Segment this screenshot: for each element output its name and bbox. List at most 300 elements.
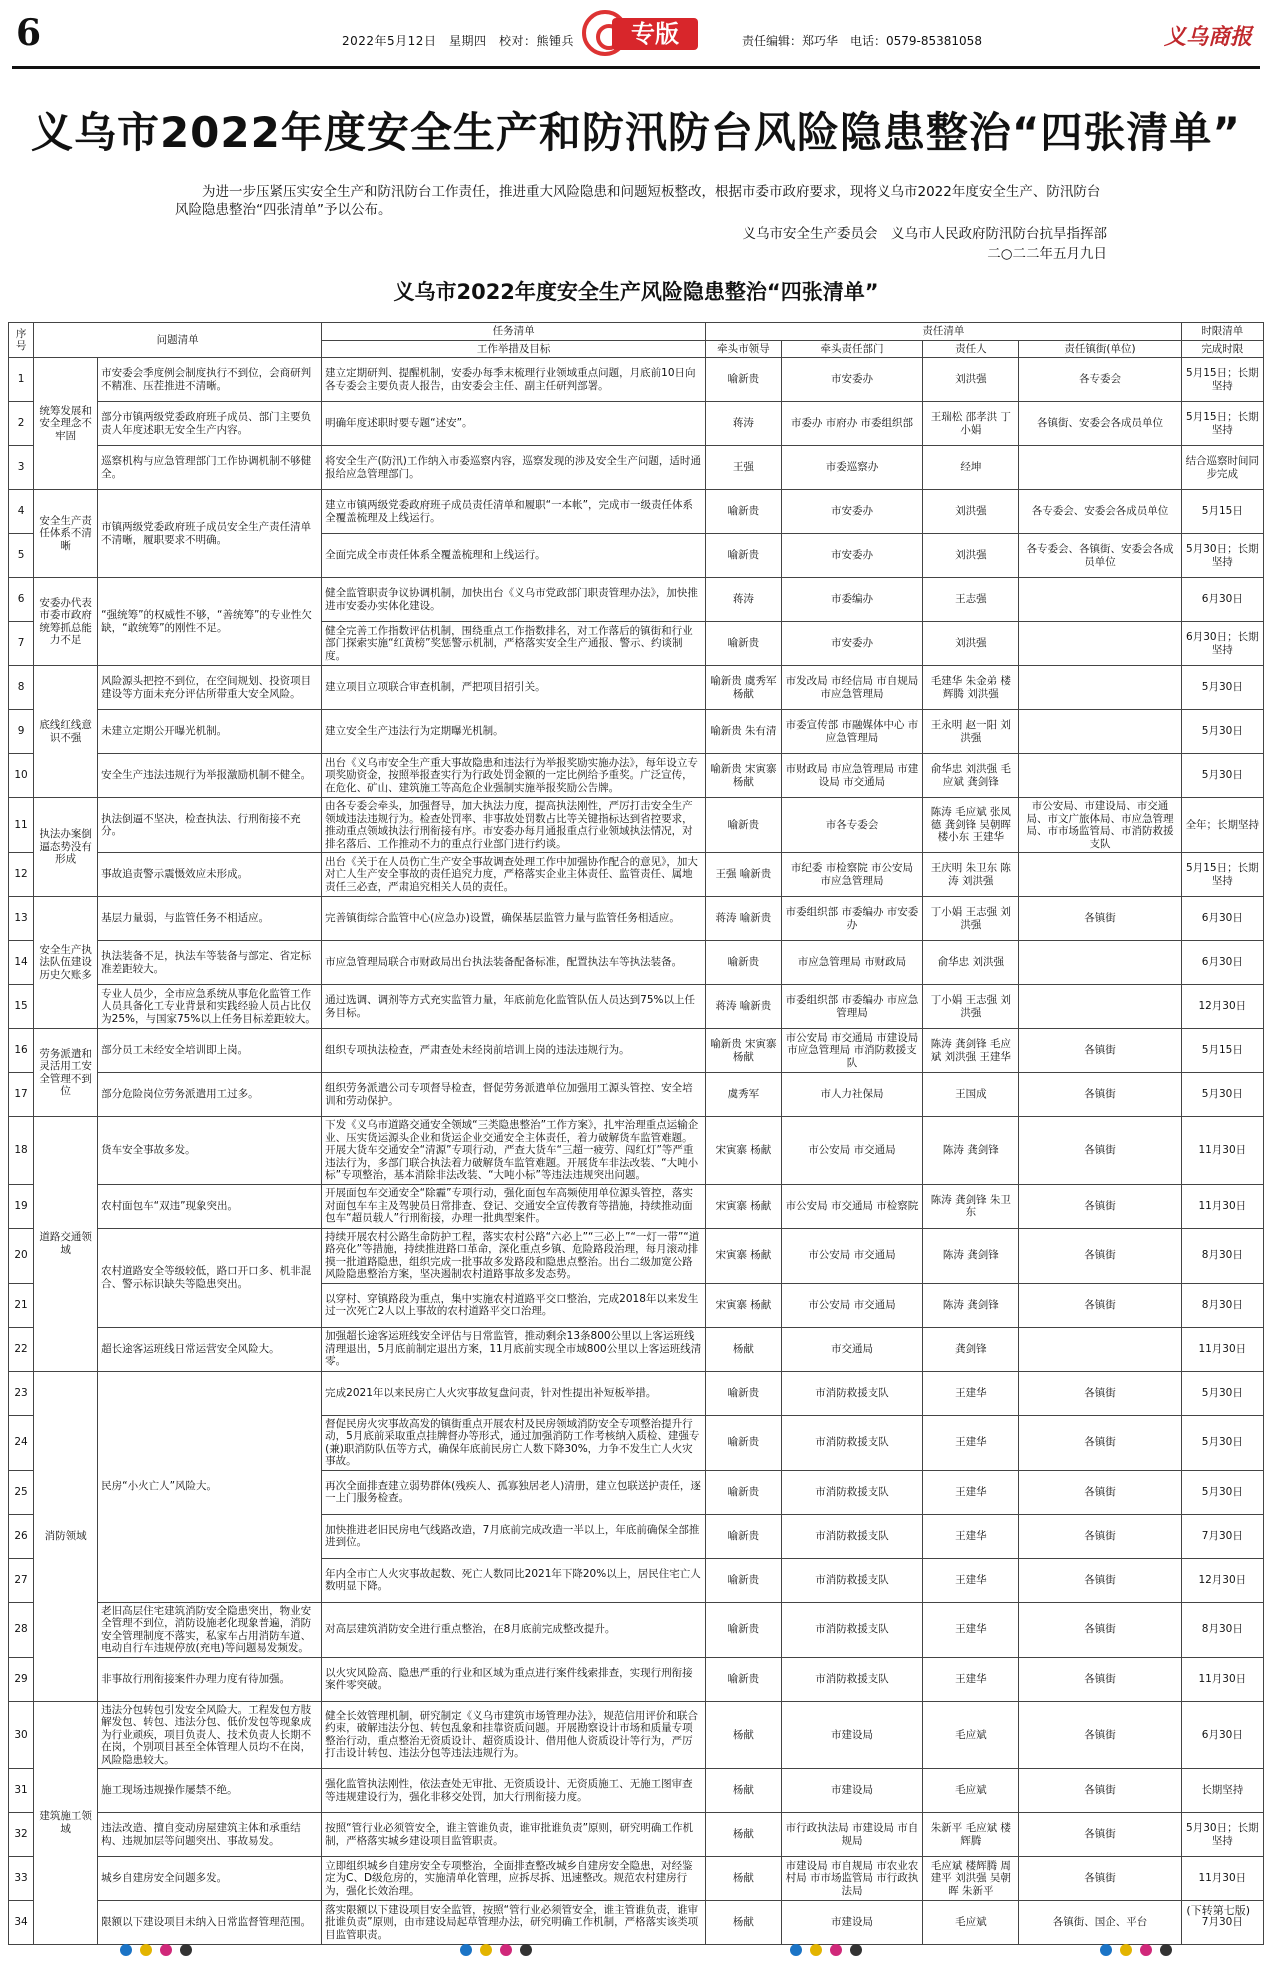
row-number: 29 [9, 1657, 34, 1701]
row-lead-dept: 市公安局 市交通局 市建设局 市应急管理局 市消防救援支队 [781, 1029, 923, 1073]
row-person: 龚剑锋 [923, 1327, 1019, 1371]
registration-dot [830, 1944, 842, 1956]
row-person: 陈涛 龚剑锋 [923, 1228, 1019, 1283]
row-deadline: 5月30日；长期坚持 [1181, 1813, 1263, 1857]
registration-dot [460, 1944, 472, 1956]
row-deadline: 6月30日 [1181, 897, 1263, 941]
row-problem: 安全生产违法违规行为举报激励机制不健全。 [98, 754, 322, 798]
row-deadline: 5月15日 [1181, 490, 1263, 534]
row-measure: 建立定期研判、提醒机制，安委办每季末梳理行业领域重点问题，月底前10日向各专委会主要负责人报告，由安委会主任、副主任研判部署。 [322, 358, 706, 402]
row-number: 32 [9, 1813, 34, 1857]
row-lead-leader: 杨献 [706, 1813, 781, 1857]
row-deadline: 7月30日 [1181, 1514, 1263, 1558]
row-number: 15 [9, 985, 34, 1029]
row-number: 19 [9, 1184, 34, 1228]
table-row [9, 490, 1264, 534]
row-lead-dept: 市安委办 [781, 622, 923, 666]
row-deadline: 12月30日 [1181, 985, 1263, 1029]
row-town: 各专委会、各镇街、安委会各成员单位 [1019, 534, 1181, 578]
row-lead-dept: 市公安局 市交通局 市检察院 [781, 1184, 923, 1228]
registration-dot [1120, 1944, 1132, 1956]
row-measure: 组织劳务派遣公司专项督导检查，督促劳务派遣单位加强用工源头管控、安全培训和劳动保护。 [322, 1073, 706, 1117]
row-problem: 农村面包车“双违”现象突出。 [98, 1184, 322, 1228]
row-deadline: 5月30日 [1181, 1415, 1263, 1470]
registration-dot [850, 1944, 862, 1956]
row-town [1019, 985, 1181, 1029]
row-lead-dept: 市交通局 [781, 1327, 923, 1371]
row-category: 安全生产责任体系不清晰 [34, 490, 98, 578]
row-town: 各镇街 [1019, 1184, 1181, 1228]
table-row [9, 1117, 1264, 1185]
row-lead-dept: 市建设局 [781, 1701, 923, 1769]
row-deadline: 6月30日；长期坚持 [1181, 622, 1263, 666]
row-number: 31 [9, 1769, 34, 1813]
row-town [1019, 622, 1181, 666]
row-number: 26 [9, 1514, 34, 1558]
row-town: 各镇街 [1019, 1701, 1181, 1769]
row-lead-dept: 市安委办 [781, 490, 923, 534]
row-problem: 违法改造、擅自变动房屋建筑主体和承重结构、违规加层等问题突出、事故易发。 [98, 1813, 322, 1857]
row-person: 王志强 [923, 578, 1019, 622]
table-row [9, 798, 1264, 853]
row-number: 27 [9, 1558, 34, 1602]
row-measure: 建立安全生产违法行为定期曝光机制。 [322, 710, 706, 754]
header-deadline-group: 时限清单 [1181, 323, 1263, 341]
row-deadline: 长期坚持 [1181, 1769, 1263, 1813]
row-deadline: 11月30日 [1181, 1184, 1263, 1228]
paper-name: 义乌商报 [1163, 24, 1252, 50]
row-lead-leader: 喻新贵 [706, 941, 781, 985]
row-lead-dept: 市发改局 市经信局 市自规局 市应急管理局 [781, 666, 923, 710]
row-person: 陈涛 龚剑锋 [923, 1283, 1019, 1327]
row-lead-leader: 宋寅寨 杨献 [706, 1117, 781, 1185]
row-measure: 对高层建筑消防安全进行重点整治，在8月底前完成整改提升。 [322, 1602, 706, 1657]
row-lead-leader: 喻新贵 朱有清 [706, 710, 781, 754]
row-lead-dept: 市建设局 市自规局 市农业农村局 市市场监管局 市行政执法局 [781, 1857, 923, 1901]
row-lead-leader: 宋寅寨 杨献 [706, 1283, 781, 1327]
row-lead-leader: 宋寅寨 杨献 [706, 1184, 781, 1228]
row-deadline: 5月30日 [1181, 1371, 1263, 1415]
registration-dot [1140, 1944, 1152, 1956]
page-number: 6 [16, 12, 42, 54]
row-lead-dept: 市委巡察办 [781, 446, 923, 490]
row-number: 34 [9, 1901, 34, 1945]
table-row [9, 1029, 1264, 1073]
table-title: 义乌市2022年度安全生产风险隐患整治“四张清单” [393, 280, 879, 304]
table-row [9, 941, 1264, 985]
row-town: 各专委会、安委会各成员单位 [1019, 490, 1181, 534]
registration-dot [160, 1944, 172, 1956]
row-lead-dept: 市委组织部 市委编办 市安委办 [781, 897, 923, 941]
color-registration-marks [0, 1944, 1272, 1964]
row-town [1019, 754, 1181, 798]
row-lead-leader: 杨献 [706, 1701, 781, 1769]
table-row [9, 1657, 1264, 1701]
row-lead-leader: 杨献 [706, 1327, 781, 1371]
row-town: 各镇街、国企、平台 [1019, 1901, 1181, 1945]
row-number: 23 [9, 1371, 34, 1415]
row-lead-dept: 市建设局 [781, 1769, 923, 1813]
table-row [9, 1813, 1264, 1857]
row-number: 1 [9, 358, 34, 402]
row-deadline: 8月30日 [1181, 1602, 1263, 1657]
row-deadline: 5月30日 [1181, 1470, 1263, 1514]
row-problem: 限额以下建设项目未纳入日常监督管理范围。 [98, 1901, 322, 1945]
row-problem: 风险源头把控不到位，在空间规划、投资项目建设等方面未充分评估所带重大安全风险。 [98, 666, 322, 710]
row-lead-dept: 市行政执法局 市建设局 市自规局 [781, 1813, 923, 1857]
registration-dot [1160, 1944, 1172, 1956]
row-town: 各镇街 [1019, 1470, 1181, 1514]
row-town: 各镇街 [1019, 1371, 1181, 1415]
header-responsibility: 责任清单 [706, 323, 1181, 341]
row-category: 底线红线意识不强 [34, 666, 98, 798]
row-town: 各镇街 [1019, 1857, 1181, 1901]
row-lead-dept: 市消防救援支队 [781, 1657, 923, 1701]
row-town: 各镇街 [1019, 897, 1181, 941]
row-town: 各镇街 [1019, 1769, 1181, 1813]
row-lead-leader: 杨献 [706, 1857, 781, 1901]
row-lead-dept: 市委办 市府办 市委组织部 [781, 402, 923, 446]
row-lead-dept: 市消防救援支队 [781, 1415, 923, 1470]
row-measure: 开展面包车交通安全“除霾”专项行动，强化面包车高频使用单位源头管控，落实对面包车车主及驾驶员日常排查、登记、交通安全宣传教育等措施，持续推动面包车“超员载人”行刑衔接，办理一批典型案件。 [322, 1184, 706, 1228]
row-town: 各专委会 [1019, 358, 1181, 402]
intro-paragraph: 为进一步压紧压实安全生产和防汛防台工作责任，推进重大风险隐患和问题短板整改，根据市委市政府要求，现将义乌市2022年度安全生产、防汛防台风险隐患整治“四张清单”予以公布。 [175, 184, 1101, 218]
row-problem: 执法倒逼不坚决，检查执法、行刑衔接不充分。 [98, 798, 322, 853]
row-lead-dept: 市公安局 市交通局 [781, 1228, 923, 1283]
row-problem: 基层力量弱，与监管任务不相适应。 [98, 897, 322, 941]
row-deadline: 11月30日 [1181, 1857, 1263, 1901]
row-measure: 出台《关于在人员伤亡生产安全事故调查处理工作中加强协作配合的意见》，加大对亡人生产安全事故的责任追究力度，严格落实企业主体责任、监管责任、属地责任三必查，严肃追究相关人员的责任。 [322, 853, 706, 897]
row-problem: 农村道路安全等级较低，路口开口多、机非混合、警示标识缺失等隐患突出。 [98, 1228, 322, 1327]
row-problem: 老旧高层住宅建筑消防安全隐患突出，物业安全管理不到位，消防设施老化现象普遍，消防安全管理制度不落实，私家车占用消防车道、电动自行车违规停放(充电)等问题易发频发。 [98, 1602, 322, 1657]
registration-dot [500, 1944, 512, 1956]
section-logo [582, 10, 702, 56]
table-row [9, 1857, 1264, 1901]
row-lead-leader: 喻新贵 宋寅寨 杨献 [706, 754, 781, 798]
row-lead-leader: 蒋涛 [706, 578, 781, 622]
row-deadline: 5月15日；长期坚持 [1181, 402, 1263, 446]
masthead [12, 8, 1260, 68]
row-problem: 货车安全事故多发。 [98, 1117, 322, 1185]
row-lead-dept: 市消防救援支队 [781, 1602, 923, 1657]
row-lead-leader: 喻新贵 [706, 1558, 781, 1602]
row-lead-leader: 喻新贵 虞秀军 杨献 [706, 666, 781, 710]
row-number: 17 [9, 1073, 34, 1117]
registration-dot [480, 1944, 492, 1956]
row-lead-dept: 市应急管理局 市财政局 [781, 941, 923, 985]
table-row [9, 1327, 1264, 1371]
row-measure: 加快推进老旧民房电气线路改造，7月底前完成改造一半以上，年底前确保全部推进到位。 [322, 1514, 706, 1558]
registration-dot [120, 1944, 132, 1956]
row-problem: 执法装备不足，执法车等装备与部定、省定标准差距较大。 [98, 941, 322, 985]
row-town: 各镇街 [1019, 1514, 1181, 1558]
row-deadline: 12月30日 [1181, 1558, 1263, 1602]
row-category: 安全生产执法队伍建设历史欠账多 [34, 897, 98, 1029]
row-measure: 建立项目立项联合审查机制，严把项目招引关。 [322, 666, 706, 710]
row-measure: 督促民房火灾事故高发的镇街重点开展农村及民房领域消防安全专项整治提升行动，5月底前采取重点挂牌督办等形式，通过加强消防工作考核纳入质检、建强专(兼)职消防队伍等方式，确保年底前民房亡人数下降30%，力争不发生亡人火灾事故。 [322, 1415, 706, 1470]
row-number: 3 [9, 446, 34, 490]
row-person: 王瑞松 邵孝洪 丁小娟 [923, 402, 1019, 446]
table-row [9, 1371, 1264, 1415]
row-person: 王建华 [923, 1415, 1019, 1470]
continued-note: (下转第七版) [1186, 1904, 1250, 1917]
signature-date: 二○二二年五月九日 [987, 246, 1107, 262]
row-measure: 持续开展农村公路生命防护工程，落实农村公路“六必上”“三必上”“一灯一带”“道路亮化”等措施，持续推进路口革命，深化重点乡镇、危险路段治理，每月滚动排摸一批道路隐患，组织完成一批事故多发路段和隐患点整治。出台二级加宽公路风险隐患整治方案，坚决遏制农村道路事故多发态势。 [322, 1228, 706, 1283]
row-lead-leader: 杨献 [706, 1901, 781, 1945]
risk-table [8, 322, 1264, 1945]
row-person: 刘洪强 [923, 358, 1019, 402]
row-measure: 完成2021年以来民房亡人火灾事故复盘问责，针对性提出补短板举措。 [322, 1371, 706, 1415]
row-lead-dept: 市人力社保局 [781, 1073, 923, 1117]
row-person: 朱新平 毛应斌 楼辉腾 [923, 1813, 1019, 1857]
row-town: 各镇街 [1019, 1283, 1181, 1327]
row-deadline: 8月30日 [1181, 1228, 1263, 1283]
row-lead-leader: 王强 [706, 446, 781, 490]
row-lead-dept: 市安委办 [781, 358, 923, 402]
row-measure: 健全长效管理机制，研究制定《义乌市建筑市场管理办法》，规范信用评价和联合约束，破解违法分包、转包乱象和挂靠资质问题。开展勘察设计市场和质量专项整治行动，重点整治无资质设计、超资质设计、借用他人资质设计等行为，严厉打击设计转包、违法分包等违法违规行为。 [322, 1701, 706, 1769]
section-label: 专版 [612, 18, 698, 50]
row-measure: 由各专委会牵头，加强督导，加大执法力度，提高执法刚性，严厉打击安全生产领域违法违规行为。检查处罚率、非事故处罚数占比等关键指标达到省控要求，推动重点领域执法行刑衔接有序。市安委办每月通报重点行业领域执法情况，对排名落后、工作推动不力的重点行业部门进行约谈。 [322, 798, 706, 853]
table-row [9, 1701, 1264, 1769]
row-category: 消防领域 [34, 1371, 98, 1701]
row-problem: 未建立定期公开曝光机制。 [98, 710, 322, 754]
row-category: 道路交通领域 [34, 1117, 98, 1372]
row-measure: 将安全生产(防汛)工作纳入市委巡察内容，巡察发现的涉及安全生产问题，适时通报给应急管理部门。 [322, 446, 706, 490]
header-seq: 序号 [9, 323, 34, 358]
row-lead-leader: 喻新贵 [706, 534, 781, 578]
row-number: 8 [9, 666, 34, 710]
row-measure: 立即组织城乡自建房安全专项整治，全面排查整改城乡自建房安全隐患，对经鉴定为C、D级危房的，实施清单化管理，应拆尽拆、迅速整改。规范农村建房行为，强化长效治理。 [322, 1857, 706, 1901]
row-measure: 年内全市亡人火灾事故起数、死亡人数同比2021年下降20%以上，居民住宅亡人数明显下降。 [322, 1558, 706, 1602]
row-lead-dept: 市各专委会 [781, 798, 923, 853]
header-task: 任务清单 [322, 323, 706, 341]
row-person: 王建华 [923, 1514, 1019, 1558]
row-measure: 以火灾风险高、隐患严重的行业和区域为重点进行案件线索排查，实现行刑衔接案件零突破。 [322, 1657, 706, 1701]
row-number: 9 [9, 710, 34, 754]
row-town: 各镇街 [1019, 1073, 1181, 1117]
table-row [9, 853, 1264, 897]
row-measure: 通过选调、调剂等方式充实监管力量，年底前危化监管队伍人员达到75%以上任务目标。 [322, 985, 706, 1029]
row-problem: 巡察机构与应急管理部门工作协调机制不够健全。 [98, 446, 322, 490]
row-problem: 事故追责警示震慑效应未形成。 [98, 853, 322, 897]
row-number: 2 [9, 402, 34, 446]
row-town: 各镇街、安委会各成员单位 [1019, 402, 1181, 446]
row-person: 陈涛 龚剑锋 毛应斌 刘洪强 王建华 [923, 1029, 1019, 1073]
row-person: 陈涛 龚剑锋 [923, 1117, 1019, 1185]
table-row [9, 1769, 1264, 1813]
row-deadline: 11月30日 [1181, 1327, 1263, 1371]
row-deadline: 5月15日；长期坚持 [1181, 853, 1263, 897]
row-number: 30 [9, 1701, 34, 1769]
row-town [1019, 578, 1181, 622]
row-measure: 加强超长途客运班线安全评估与日常监管，推动剩余13条800公里以上客运班线清理退出，5月底前制定退出方案，11月底前实现全市域800公里以上客运班线清零。 [322, 1327, 706, 1371]
header-measures: 工作举措及目标 [322, 340, 706, 358]
row-person: 王建华 [923, 1558, 1019, 1602]
table-row [9, 710, 1264, 754]
row-lead-leader: 喻新贵 [706, 358, 781, 402]
row-measure: 完善镇街综合监管中心(应急办)设置，确保基层监管力量与监管任务相适应。 [322, 897, 706, 941]
row-number: 6 [9, 578, 34, 622]
row-number: 11 [9, 798, 34, 853]
row-deadline: 5月30日；长期坚持 [1181, 534, 1263, 578]
row-lead-dept: 市建设局 [781, 1901, 923, 1945]
row-town [1019, 941, 1181, 985]
row-deadline: 6月30日 [1181, 578, 1263, 622]
row-lead-dept: 市消防救援支队 [781, 1514, 923, 1558]
row-measure: 组织专项执法检查，严肃查处未经岗前培训上岗的违法违规行为。 [322, 1029, 706, 1073]
row-number: 16 [9, 1029, 34, 1073]
row-deadline: 6月30日 [1181, 941, 1263, 985]
row-category: 执法办案倒逼态势没有形成 [34, 798, 98, 897]
row-town [1019, 446, 1181, 490]
row-measure: 出台《义乌市安全生产重大事故隐患和违法行为举报奖励实施办法》，每年设立专项奖励资金，按照举报查实行为行政处罚金额的一定比例给予重奖。广泛宣传，在危化、矿山、建筑施工等高危企业强制实施举报奖励公告牌。 [322, 754, 706, 798]
row-measure: 市应急管理局联合市财政局出台执法装备配备标准，配置执法车等执法装备。 [322, 941, 706, 985]
row-person: 陈涛 毛应斌 张凤德 龚剑锋 吴朝晖 楼小东 王建华 [923, 798, 1019, 853]
row-measure: 下发《义乌市道路交通安全领域“三类隐患整治”工作方案》，扎牢治理重点运输企业、压实货运源头企业和货运企业交通安全主体责任，着力破解货车监管难题。开展大货车交通安全“清源”专项行动，严查大货车“三超一疲劳、闯红灯”等严重违法行为，多部门联合执法着力破解货车监管难题。开展货车非法改装、“大吨小标”专项整治，基本消除非法改装、“大吨小标”等违法违规突出问题。 [322, 1117, 706, 1185]
registration-dot [180, 1944, 192, 1956]
row-number: 25 [9, 1470, 34, 1514]
row-lead-dept: 市财政局 市应急管理局 市建设局 市交通局 [781, 754, 923, 798]
row-town: 各镇街 [1019, 1228, 1181, 1283]
row-measure: 健全完善工作指数评估机制，围绕重点工作指数排名，对工作落后的镇街和行业部门探索实施“红黄榜”奖惩警示机制，严格落实安全生产通报、警示、约谈制度。 [322, 622, 706, 666]
row-number: 21 [9, 1283, 34, 1327]
page-title: 义乌市2022年度安全生产和防汛防台风险隐患整治“四张清单” [30, 108, 1242, 157]
row-lead-leader: 蒋涛 [706, 402, 781, 446]
row-town [1019, 710, 1181, 754]
row-lead-leader: 虞秀军 [706, 1073, 781, 1117]
row-person: 王建华 [923, 1470, 1019, 1514]
row-number: 22 [9, 1327, 34, 1371]
row-number: 33 [9, 1857, 34, 1901]
row-number: 7 [9, 622, 34, 666]
editor-line: 责任编辑：郑巧华 电话：0579-85381058 [742, 34, 982, 48]
row-lead-leader: 喻新贵 [706, 622, 781, 666]
row-person: 刘洪强 [923, 534, 1019, 578]
row-person: 王庆明 朱卫东 陈涛 刘洪强 [923, 853, 1019, 897]
row-lead-leader: 喻新贵 [706, 1470, 781, 1514]
row-number: 10 [9, 754, 34, 798]
date-line: 2022年5月12日 星期四 校对：熊锺兵 [342, 34, 574, 48]
row-number: 4 [9, 490, 34, 534]
row-measure: 全面完成全市责任体系全覆盖梳理和上线运行。 [322, 534, 706, 578]
row-number: 12 [9, 853, 34, 897]
row-lead-leader: 蒋涛 喻新贵 [706, 985, 781, 1029]
row-problem: 市镇两级党委政府班子成员安全生产责任清单不清晰，履职要求不明确。 [98, 490, 322, 578]
row-person: 丁小娟 王志强 刘洪强 [923, 985, 1019, 1029]
row-category: 劳务派遣和灵活用工安全管理不到位 [34, 1029, 98, 1117]
row-person: 王国成 [923, 1073, 1019, 1117]
row-number: 5 [9, 534, 34, 578]
row-problem: 专业人员少，全市应急系统从事危化监管工作人员具备化工专业背景和实践经验人员占比仅为25%，与国家75%以上任务目标差距较大。 [98, 985, 322, 1029]
row-measure: 再次全面排查建立弱势群体(残疾人、孤寡独居老人)清册，建立包联送护责任，逐一上门服务检查。 [322, 1470, 706, 1514]
row-number: 24 [9, 1415, 34, 1470]
row-deadline: 7月30日 [1181, 1901, 1263, 1945]
table-row [9, 1901, 1264, 1945]
row-town: 各镇街 [1019, 1117, 1181, 1185]
table-row [9, 1602, 1264, 1657]
table-row [9, 578, 1264, 622]
table-row [9, 754, 1264, 798]
row-category: 统筹发展和安全理念不牢固 [34, 358, 98, 490]
row-person: 丁小娟 王志强 刘洪强 [923, 897, 1019, 941]
signature-orgs: 义乌市安全生产委员会 义乌市人民政府防汛防台抗旱指挥部 [742, 226, 1107, 242]
row-town: 各镇街 [1019, 1602, 1181, 1657]
row-lead-leader: 喻新贵 [706, 798, 781, 853]
row-town: 各镇街 [1019, 1657, 1181, 1701]
row-lead-leader: 杨献 [706, 1769, 781, 1813]
row-person: 俞华忠 刘洪强 毛应斌 龚剑锋 [923, 754, 1019, 798]
table-row [9, 446, 1264, 490]
row-town: 各镇街 [1019, 1415, 1181, 1470]
table-row [9, 402, 1264, 446]
header-deadline: 完成时限 [1181, 340, 1263, 358]
row-lead-dept: 市消防救援支队 [781, 1470, 923, 1514]
row-person: 毛应斌 楼辉腾 周建平 刘洪强 吴朝晖 朱新平 [923, 1857, 1019, 1901]
row-problem: 市安委会季度例会制度执行不到位，会商研判不精准、压茬推进不清晰。 [98, 358, 322, 402]
header-lead-leader: 牵头市领导 [706, 340, 781, 358]
row-person: 刘洪强 [923, 622, 1019, 666]
row-person: 毛应斌 [923, 1769, 1019, 1813]
row-problem: 民房“小火亡人”风险大。 [98, 1371, 322, 1602]
row-town [1019, 1327, 1181, 1371]
row-problem: 施工现场违规操作屡禁不绝。 [98, 1769, 322, 1813]
row-lead-dept: 市消防救援支队 [781, 1371, 923, 1415]
row-category: 建筑施工领域 [34, 1701, 98, 1945]
row-number: 18 [9, 1117, 34, 1185]
row-measure: 落实限额以下建设项目安全监管，按照“管行业必须管安全，谁主管谁负责，谁审批谁负责”原则，由市建设局起草管理办法，研究明确工作机制，严格落实该类项目监管职责。 [322, 1901, 706, 1945]
row-lead-leader: 喻新贵 [706, 1657, 781, 1701]
row-number: 28 [9, 1602, 34, 1657]
row-person: 俞华忠 刘洪强 [923, 941, 1019, 985]
table-row [9, 985, 1264, 1029]
table-row [9, 1073, 1264, 1117]
row-town: 各镇街 [1019, 1558, 1181, 1602]
table-row [9, 358, 1264, 402]
row-deadline: 5月30日 [1181, 710, 1263, 754]
row-problem: 部分员工未经安全培训即上岗。 [98, 1029, 322, 1073]
row-number: 14 [9, 941, 34, 985]
row-person: 王建华 [923, 1371, 1019, 1415]
row-problem: 部分市镇两级党委政府班子成员、部门主要负责人年度述职无安全生产内容。 [98, 402, 322, 446]
row-measure: 强化监管执法刚性，依法查处无审批、无资质设计、无资质施工、无施工图审查等违规建设行为，强化非移交处罚，加大行刑衔接力度。 [322, 1769, 706, 1813]
row-problem: “强统筹”的权威性不够，“善统筹”的专业性欠缺，“敢统筹”的刚性不足。 [98, 578, 322, 666]
row-lead-leader: 宋寅寨 杨献 [706, 1228, 781, 1283]
row-measure: 按照“管行业必须管安全，谁主管谁负责，谁审批谁负责”原则，研究明确工作机制，严格落实城乡建设项目监管职责。 [322, 1813, 706, 1857]
row-lead-dept: 市公安局 市交通局 [781, 1117, 923, 1185]
registration-dot [810, 1944, 822, 1956]
row-town: 市公安局、市建设局、市交通局、市文广旅体局、市应急管理局、市市场监管局、市消防救援支队 [1019, 798, 1181, 853]
header-town: 责任镇街(单位) [1019, 340, 1181, 358]
row-deadline: 11月30日 [1181, 1117, 1263, 1185]
row-lead-leader: 喻新贵 [706, 1514, 781, 1558]
row-problem: 违法分包转包引发安全风险大。工程发包方肢解发包、转包、违法分包、低价发包等现象成为行业顽疾，项目负责人、技术负责人长期不在岗，个别项目甚至全体管理人员均不在岗，风险隐患较大。 [98, 1701, 322, 1769]
row-lead-dept: 市安委办 [781, 534, 923, 578]
row-lead-dept: 市委编办 [781, 578, 923, 622]
row-lead-dept: 市消防救援支队 [781, 1558, 923, 1602]
table-row [9, 897, 1264, 941]
table-row [9, 1184, 1264, 1228]
row-deadline: 5月15日；长期坚持 [1181, 358, 1263, 402]
registration-dot [790, 1944, 802, 1956]
row-deadline: 11月30日 [1181, 1657, 1263, 1701]
row-person: 陈涛 龚剑锋 朱卫东 [923, 1184, 1019, 1228]
table-body [9, 358, 1264, 1945]
row-lead-leader: 喻新贵 [706, 1371, 781, 1415]
row-category: 安委办代表市委市政府统筹抓总能力不足 [34, 578, 98, 666]
table-row [9, 1228, 1264, 1283]
row-person: 王建华 [923, 1657, 1019, 1701]
row-town [1019, 853, 1181, 897]
